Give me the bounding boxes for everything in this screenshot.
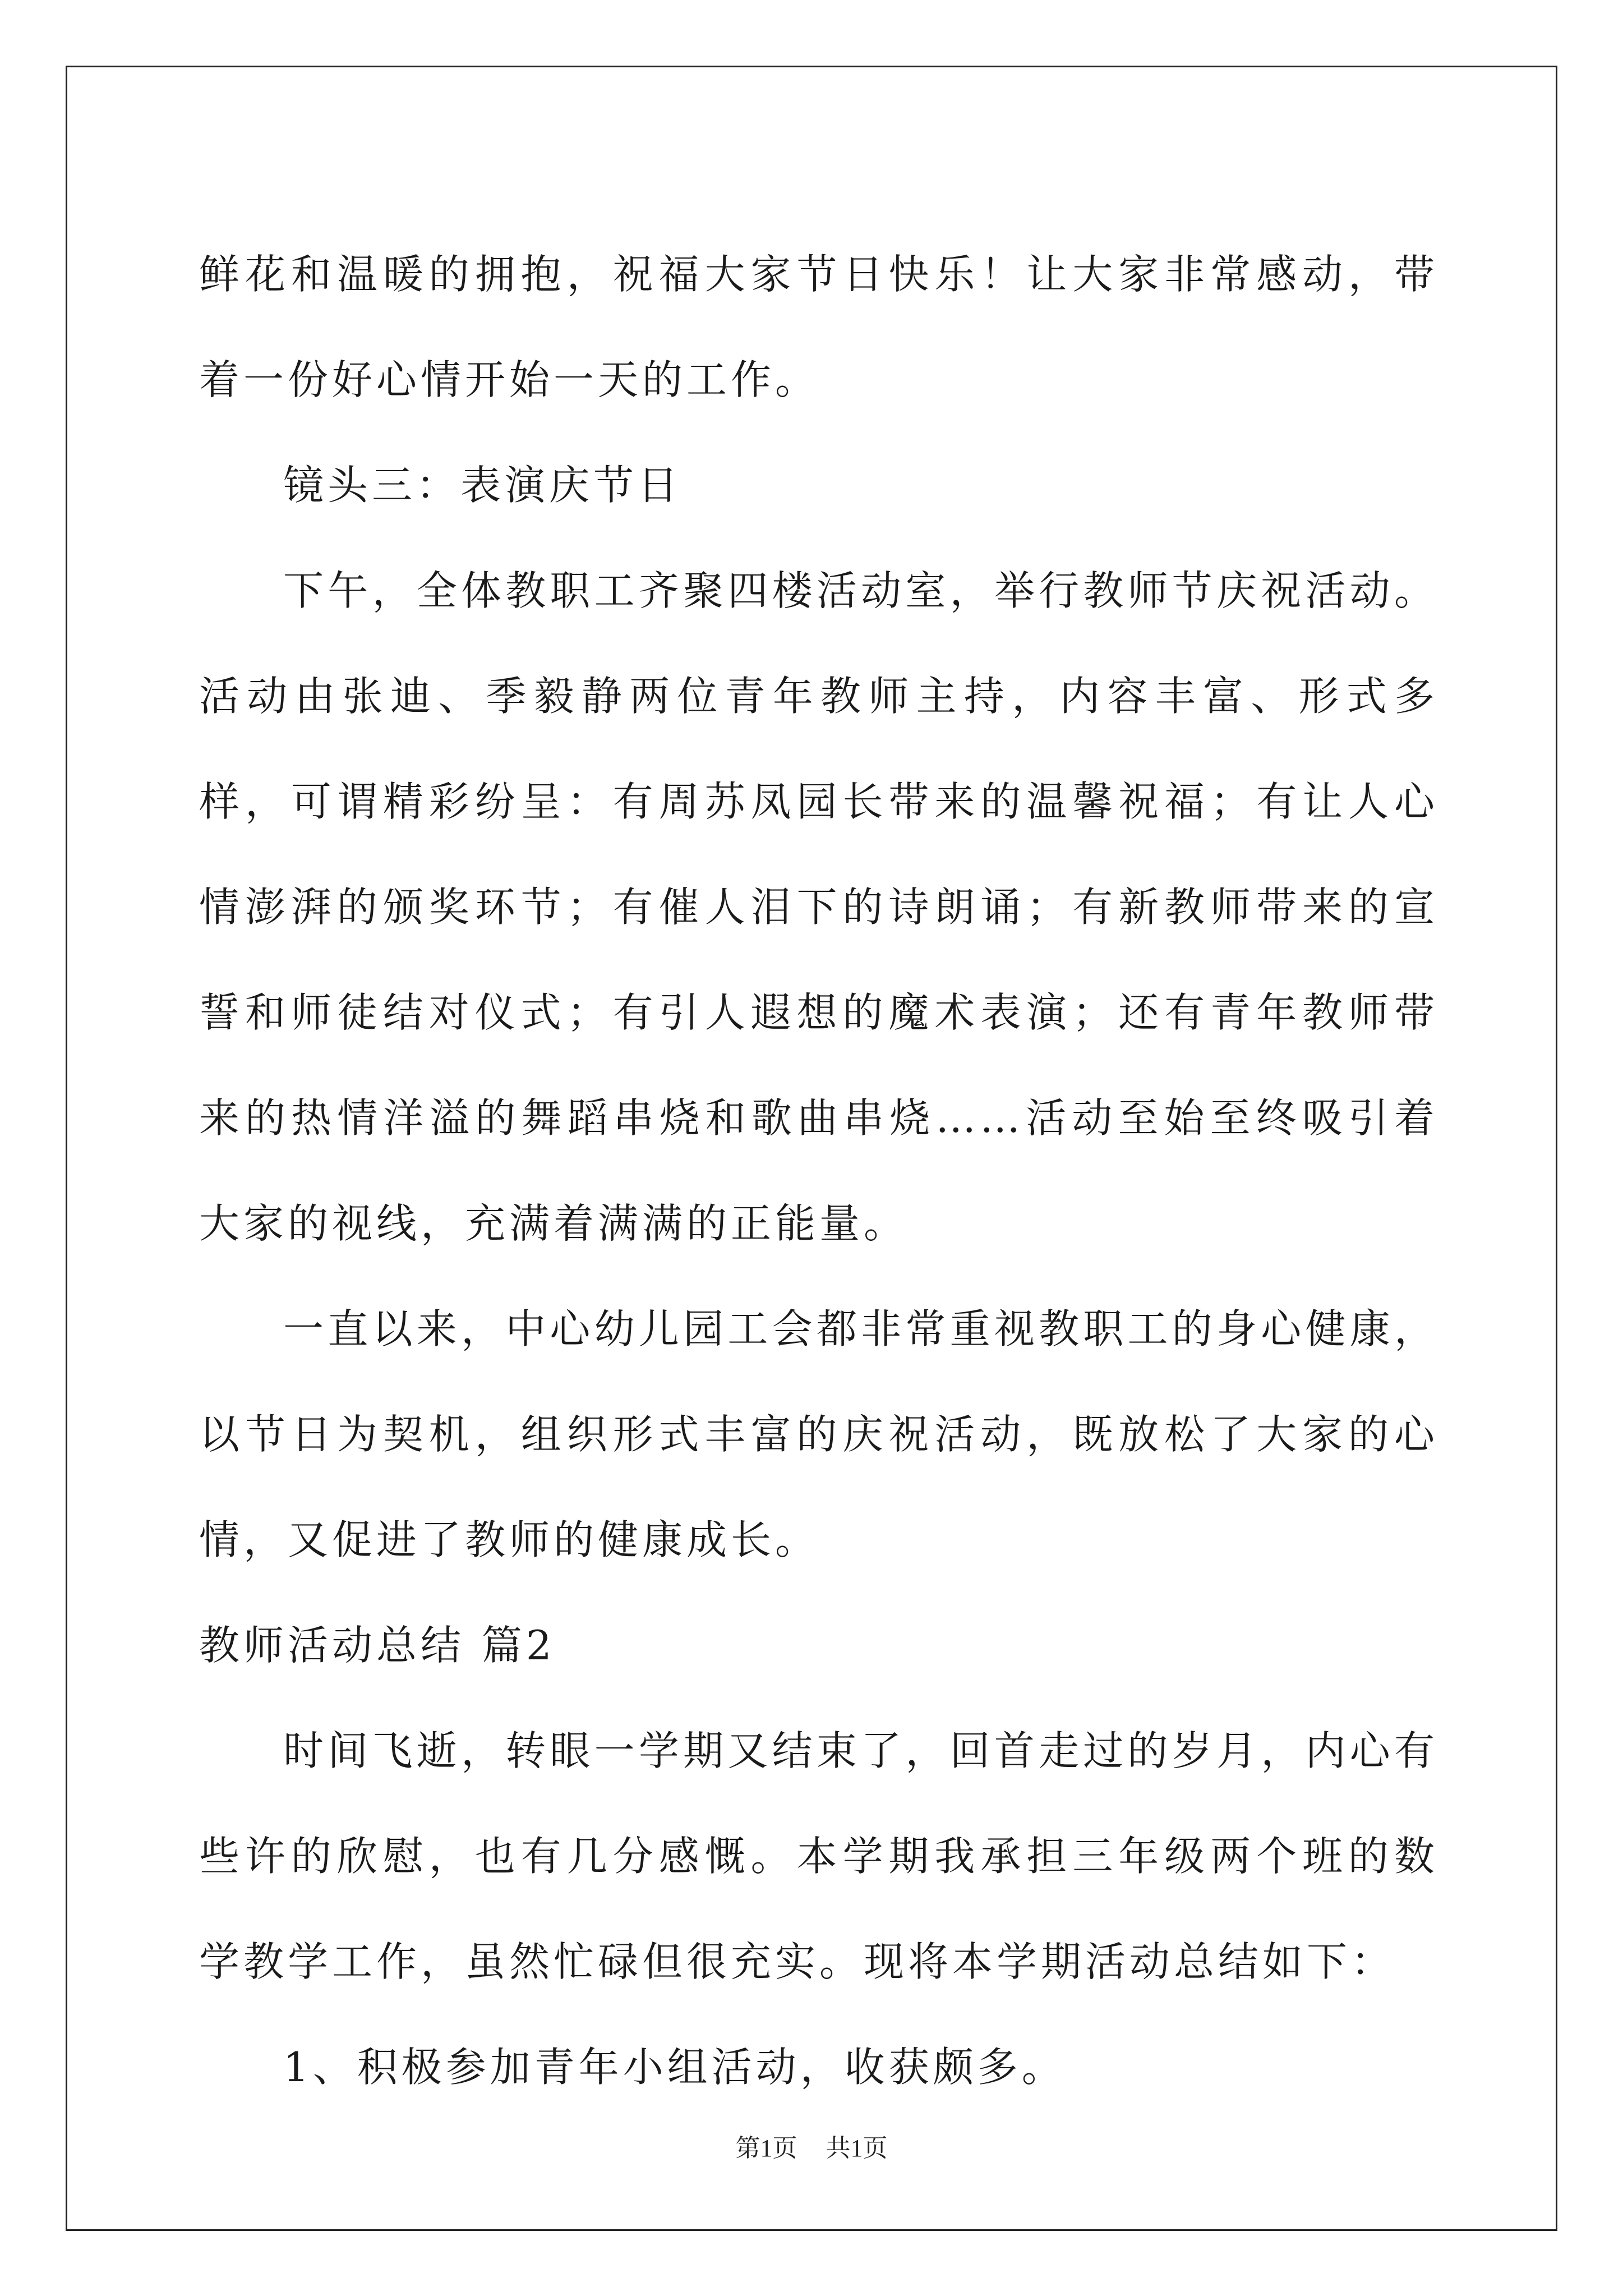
page-total: 共1页 [826, 2134, 888, 2162]
section-title: 教师活动总结 篇2 [199, 1622, 556, 1669]
paragraph: 时间飞逝，转眼一学期又结束了，回首走过的岁月，内心有些许的欣慰，也有几分感慨。本学期我承担三年级两个班的数学教学工作，虽然忙碌但很充实。现将本学期活动总结如下： [199, 1727, 1438, 1985]
paragraph: 下午，全体教职工齐聚四楼活动室，举行教师节庆祝活动。活动由张迪、季毅静两位青年教师主持，内容丰富、形式多样，可谓精彩纷呈：有周苏凤园长带来的温馨祝福；有让人心情澎湃的颁奖环节；有催人泪下的诗朗诵；有新教师带来的宣誓和师徒结对仪式；有引人遐想的魔术表演；还有青年教师带来的热情洋溢的舞蹈串烧和歌曲串烧……活动至始至终吸引着大家的视线，充满着满满的正能量。 [199, 567, 1438, 1247]
list-item: 1、积极参加青年小组活动，收获颇多。 [283, 2044, 1066, 2091]
page-footer [0, 2132, 1623, 2165]
document-body [199, 222, 1438, 2120]
page-number: 第1页 [735, 2134, 797, 2162]
paragraph: 鲜花和温暖的拥抱，祝福大家节日快乐！让大家非常感动，带着一份好心情开始一天的工作。 [199, 251, 1438, 403]
paragraph: 一直以来，中心幼儿园工会都非常重视教职工的身心健康，以节日为契机，组织形式丰富的庆祝活动，既放松了大家的心情，又促进了教师的健康成长。 [199, 1305, 1438, 1563]
section-subheading: 镜头三：表演庆节日 [283, 462, 683, 509]
